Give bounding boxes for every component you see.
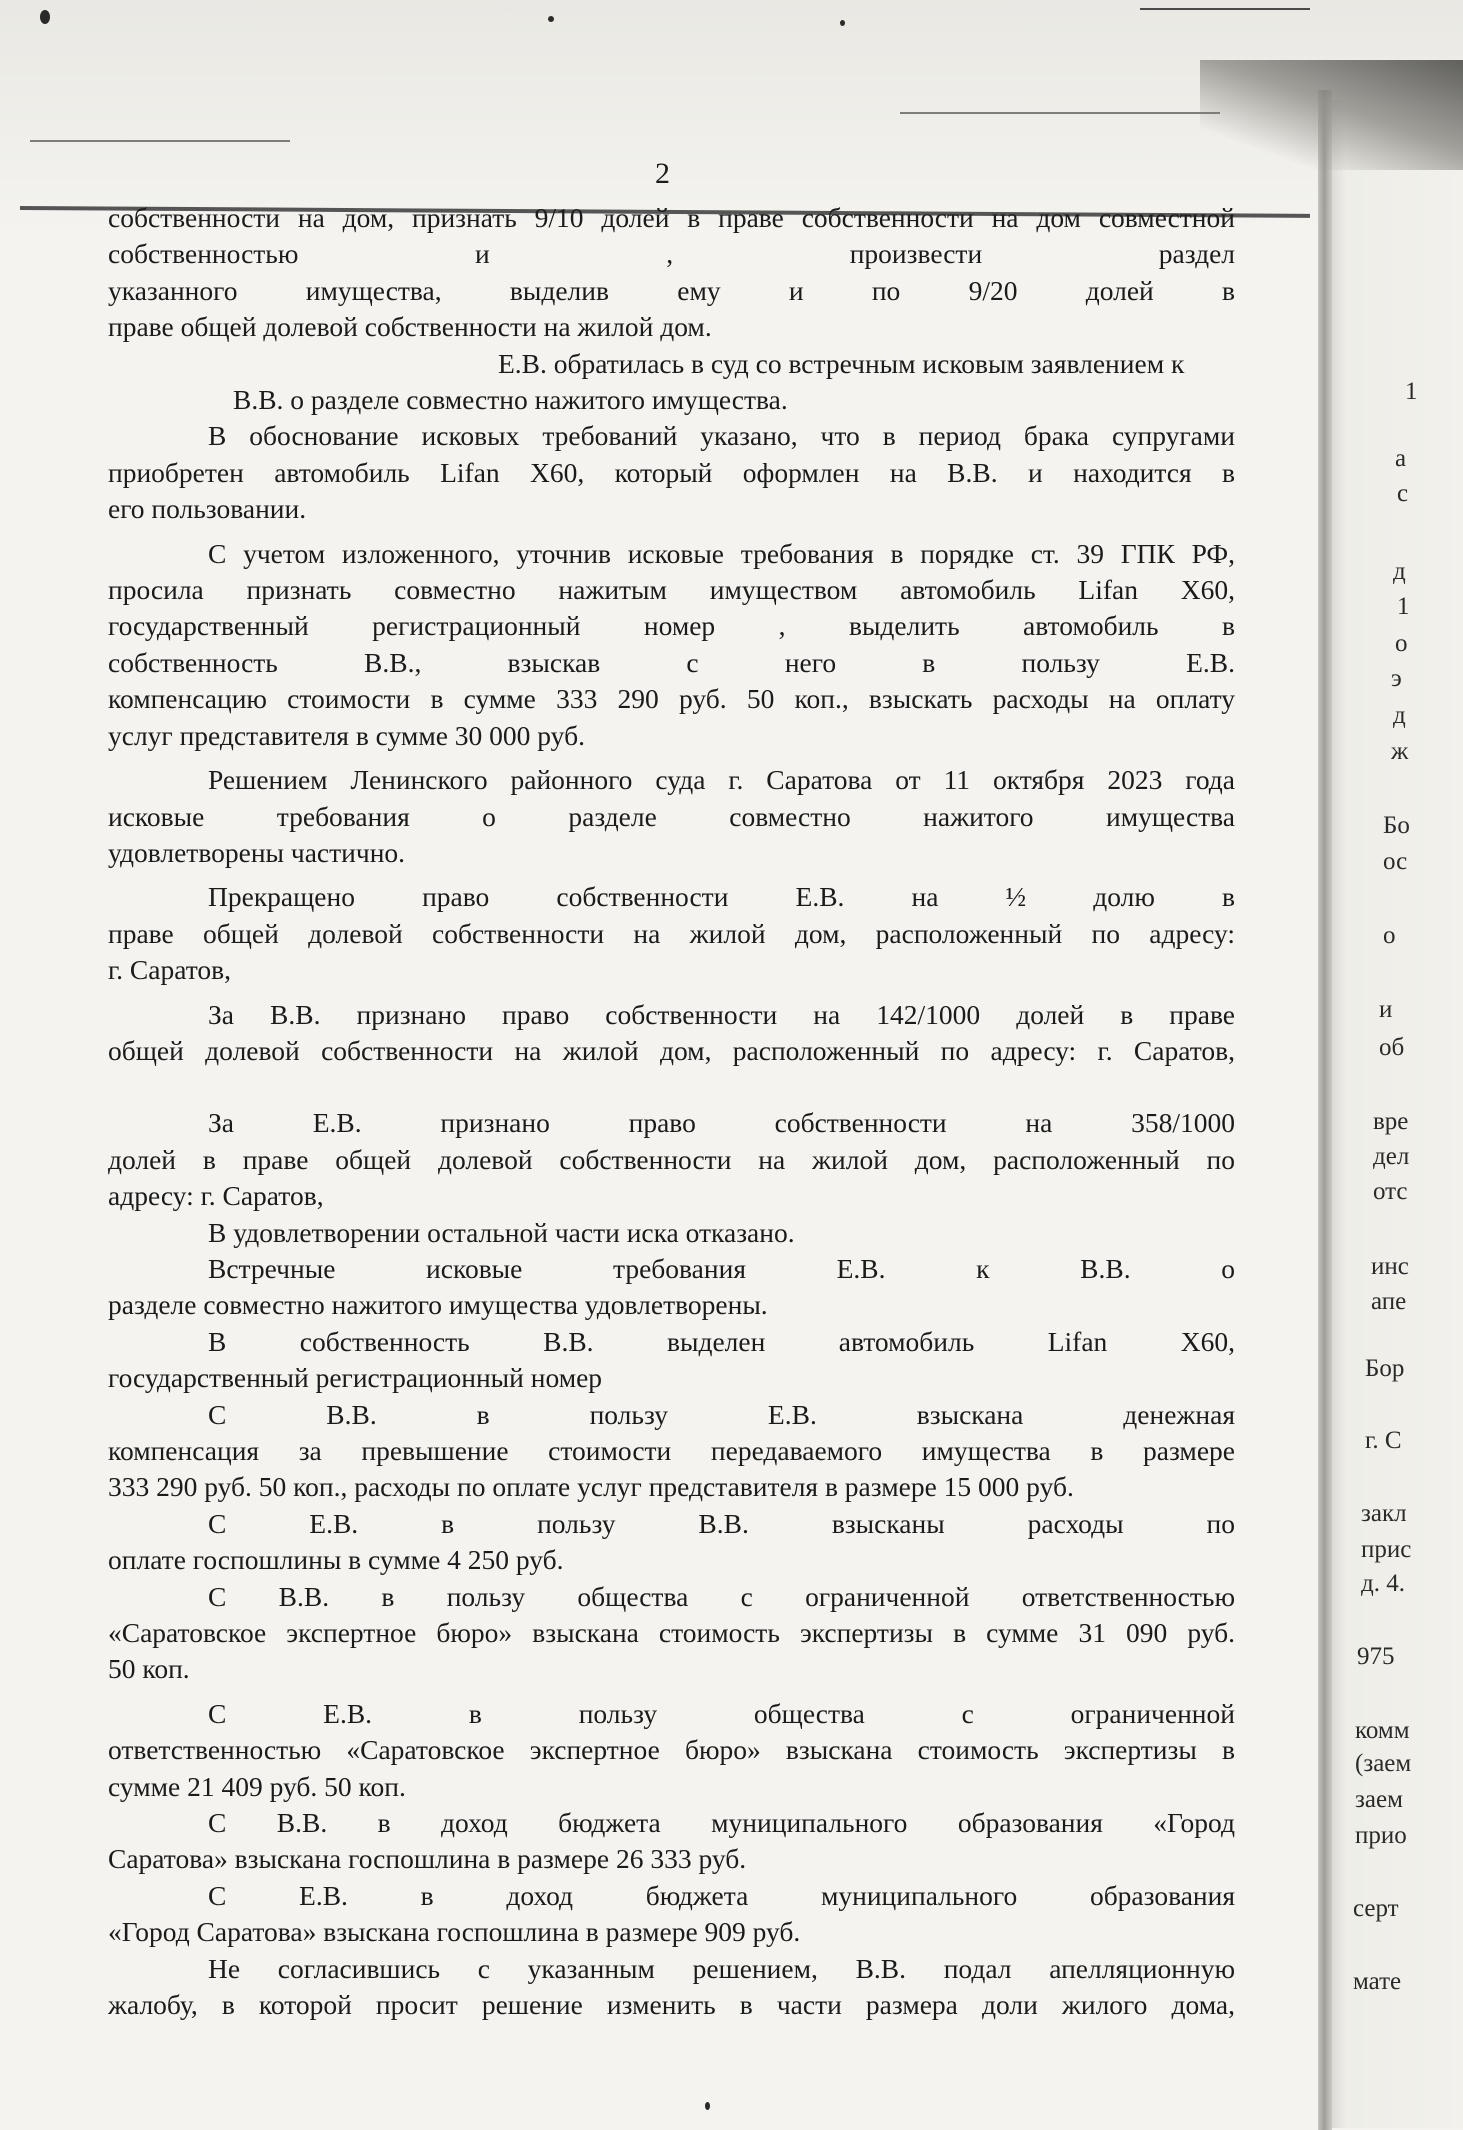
text-line: «Саратовское экспертное бюро» взыскана стоимость экспертизы в сумме 31 090 руб. [108, 1617, 1235, 1649]
text-line: С учетом изложенного, уточнив исковые требования в порядке ст. 39 ГПК РФ, [208, 537, 1235, 569]
text-line: В собственность В.В. выделен автомобиль Lifan X60, [208, 1325, 1235, 1357]
fragment-text: г. С [1365, 1427, 1402, 1454]
text-line: праве общей долевой собственности на жилой дом, расположенный по адресу: [108, 917, 1235, 949]
fragment-text: 975 [1357, 1643, 1395, 1670]
document-body [108, 200, 1235, 2024]
text-line: Прекращено право собственности Е.В. на ½ долю в [208, 881, 1235, 913]
text-line: 50 коп. [108, 1653, 190, 1685]
text-line: Решением Ленинского районного суда г. Саратова от 11 октября 2023 года [208, 764, 1235, 796]
fragment-text: отс [1373, 1178, 1408, 1205]
header-rule-right [900, 112, 1220, 114]
fragment-text: комм [1355, 1717, 1410, 1744]
speck [705, 2102, 710, 2110]
text-line: г. Саратов, [108, 954, 231, 986]
text-line: Не согласившись с указанным решением, В.В. подал апелляционную [208, 1952, 1235, 1984]
text-line: За Е.В. признано право собственности на 358/1000 [208, 1107, 1235, 1139]
fragment-text: прио [1355, 1822, 1407, 1849]
top-rule [1140, 8, 1310, 10]
fragment-text: апе [1371, 1288, 1407, 1315]
text-line: праве общей долевой собственности на жилой дом. [108, 311, 712, 343]
fragment-text: инс [1371, 1253, 1409, 1280]
fragment-text: Бор [1365, 1355, 1405, 1382]
page-edge-shadow [1318, 90, 1332, 2130]
fragment-text: дел [1373, 1143, 1410, 1170]
text-line: собственности на дом, признать 9/10 долей в праве собственности на дом совместной [108, 202, 1235, 233]
fragment-text: а [1395, 445, 1407, 472]
text-line: компенсация за превышение стоимости передаваемого имущества в размере [108, 1435, 1235, 1466]
text-line: долей в праве общей долевой собственности на жилой дом, расположенный по [108, 1143, 1235, 1175]
text-line: собственностью и , произвести раздел [108, 238, 1235, 270]
text-line: С Е.В. в доход бюджета муниципального образования [208, 1879, 1235, 1911]
page-fold-shadow [1200, 60, 1463, 170]
speck [40, 10, 50, 24]
speck [548, 16, 554, 22]
text-line: жалобу, в которой просит решение изменить в части размера доли жилого дома, [108, 1989, 1235, 2021]
fragment-text: мате [1353, 1968, 1402, 1995]
text-line: адресу: г. Саратов, [108, 1180, 324, 1212]
text-line: услуг представителя в сумме 30 000 руб. [108, 719, 585, 751]
text-line: приобретен автомобиль Lifan X60, который оформлен на В.В. и находится в [108, 456, 1235, 488]
fragment-text: (заем [1355, 1750, 1412, 1777]
speck [840, 20, 845, 26]
fragment-text: 1 [1397, 593, 1410, 620]
text-line: общей долевой собственности на жилой дом, расположенный по адресу: г. Саратов, [108, 1034, 1235, 1066]
fragment-text: д [1393, 558, 1406, 585]
text-line: собственность В.В., взыскав с него в пользу Е.В. [108, 646, 1235, 678]
text-line: С Е.В. в пользу общества с ограниченной [208, 1697, 1235, 1729]
fragment-text: ж [1391, 738, 1409, 765]
fragment-text: о [1395, 630, 1408, 657]
text-line: В обоснование исковых требований указано, что в период брака супругами [208, 420, 1235, 452]
fragment-text: э [1391, 665, 1402, 692]
fragment-text: д. 4. [1361, 1570, 1405, 1597]
fragment-text: заем [1355, 1786, 1403, 1813]
text-line: государственный регистрационный номер , выделить автомобиль в [108, 610, 1235, 642]
text-line: оплате госпошлины в сумме 4 250 руб. [108, 1544, 564, 1576]
fragment-text: о [1383, 922, 1396, 949]
fragment-text: д [1393, 702, 1406, 729]
text-line: ответственностью «Саратовское экспертное бюро» взыскана стоимость экспертизы в [108, 1734, 1235, 1766]
text-line: В удовлетворении остальной части иска отказано. [208, 1216, 795, 1248]
fragment-text: с [1397, 480, 1409, 507]
text-line: В.В. о разделе совместно нажитого имущества. [233, 384, 788, 416]
fragment-text: 1 [1405, 378, 1418, 405]
text-line: С Е.В. в пользу В.В. взысканы расходы по [208, 1507, 1235, 1539]
fragment-text: Бо [1383, 812, 1410, 839]
text-line: государственный регистрационный номер [108, 1362, 603, 1394]
text-line: исковые требования о разделе совместно нажитого имущества [108, 800, 1235, 832]
text-line: удовлетворены частично. [108, 836, 406, 868]
text-line: Встречные исковые требования Е.В. к В.В. о [208, 1252, 1235, 1284]
fragment-text: об [1379, 1034, 1405, 1061]
text-line: С В.В. в пользу Е.В. взыскана денежная [208, 1398, 1235, 1430]
text-line: За В.В. признано право собственности на 142/1000 долей в праве [208, 998, 1235, 1030]
text-line: его пользовании. [108, 493, 307, 525]
text-line: Саратова» взыскана госпошлина в размере 26 333 руб. [108, 1843, 747, 1875]
fragment-text: ос [1383, 848, 1408, 875]
fragment-text: и [1379, 996, 1393, 1023]
fragment-text: вре [1373, 1108, 1409, 1135]
text-line: Е.В. обратилась в суд со встречным исковым заявлением к [498, 347, 1185, 379]
text-line: «Город Саратова» взыскана госпошлина в размере 909 руб. [108, 1916, 801, 1948]
fragment-text: закл [1361, 1500, 1407, 1527]
text-line: С В.В. в доход бюджета муниципального образования «Город [208, 1807, 1235, 1839]
text-line: разделе совместно нажитого имущества удовлетворены. [108, 1289, 768, 1321]
fragment-text: серт [1353, 1895, 1399, 1922]
text-line: сумме 21 409 руб. 50 коп. [108, 1770, 406, 1802]
text-line: указанного имущества, выделив ему и по 9/20 долей в [108, 274, 1235, 306]
fragment-text: прис [1361, 1536, 1412, 1563]
text-line: просила признать совместно нажитым имуществом автомобиль Lifan X60, [108, 574, 1235, 606]
header-rule [30, 140, 290, 142]
page-number: 2 [655, 157, 670, 190]
text-line: С В.В. в пользу общества с ограниченной ответственностью [208, 1580, 1235, 1612]
text-line: компенсацию стоимости в сумме 333 290 руб. 50 коп., взыскать расходы на оплату [108, 683, 1235, 715]
text-line: 333 290 руб. 50 коп., расходы по оплате услуг представителя в размере 15 000 руб. [108, 1471, 1074, 1503]
